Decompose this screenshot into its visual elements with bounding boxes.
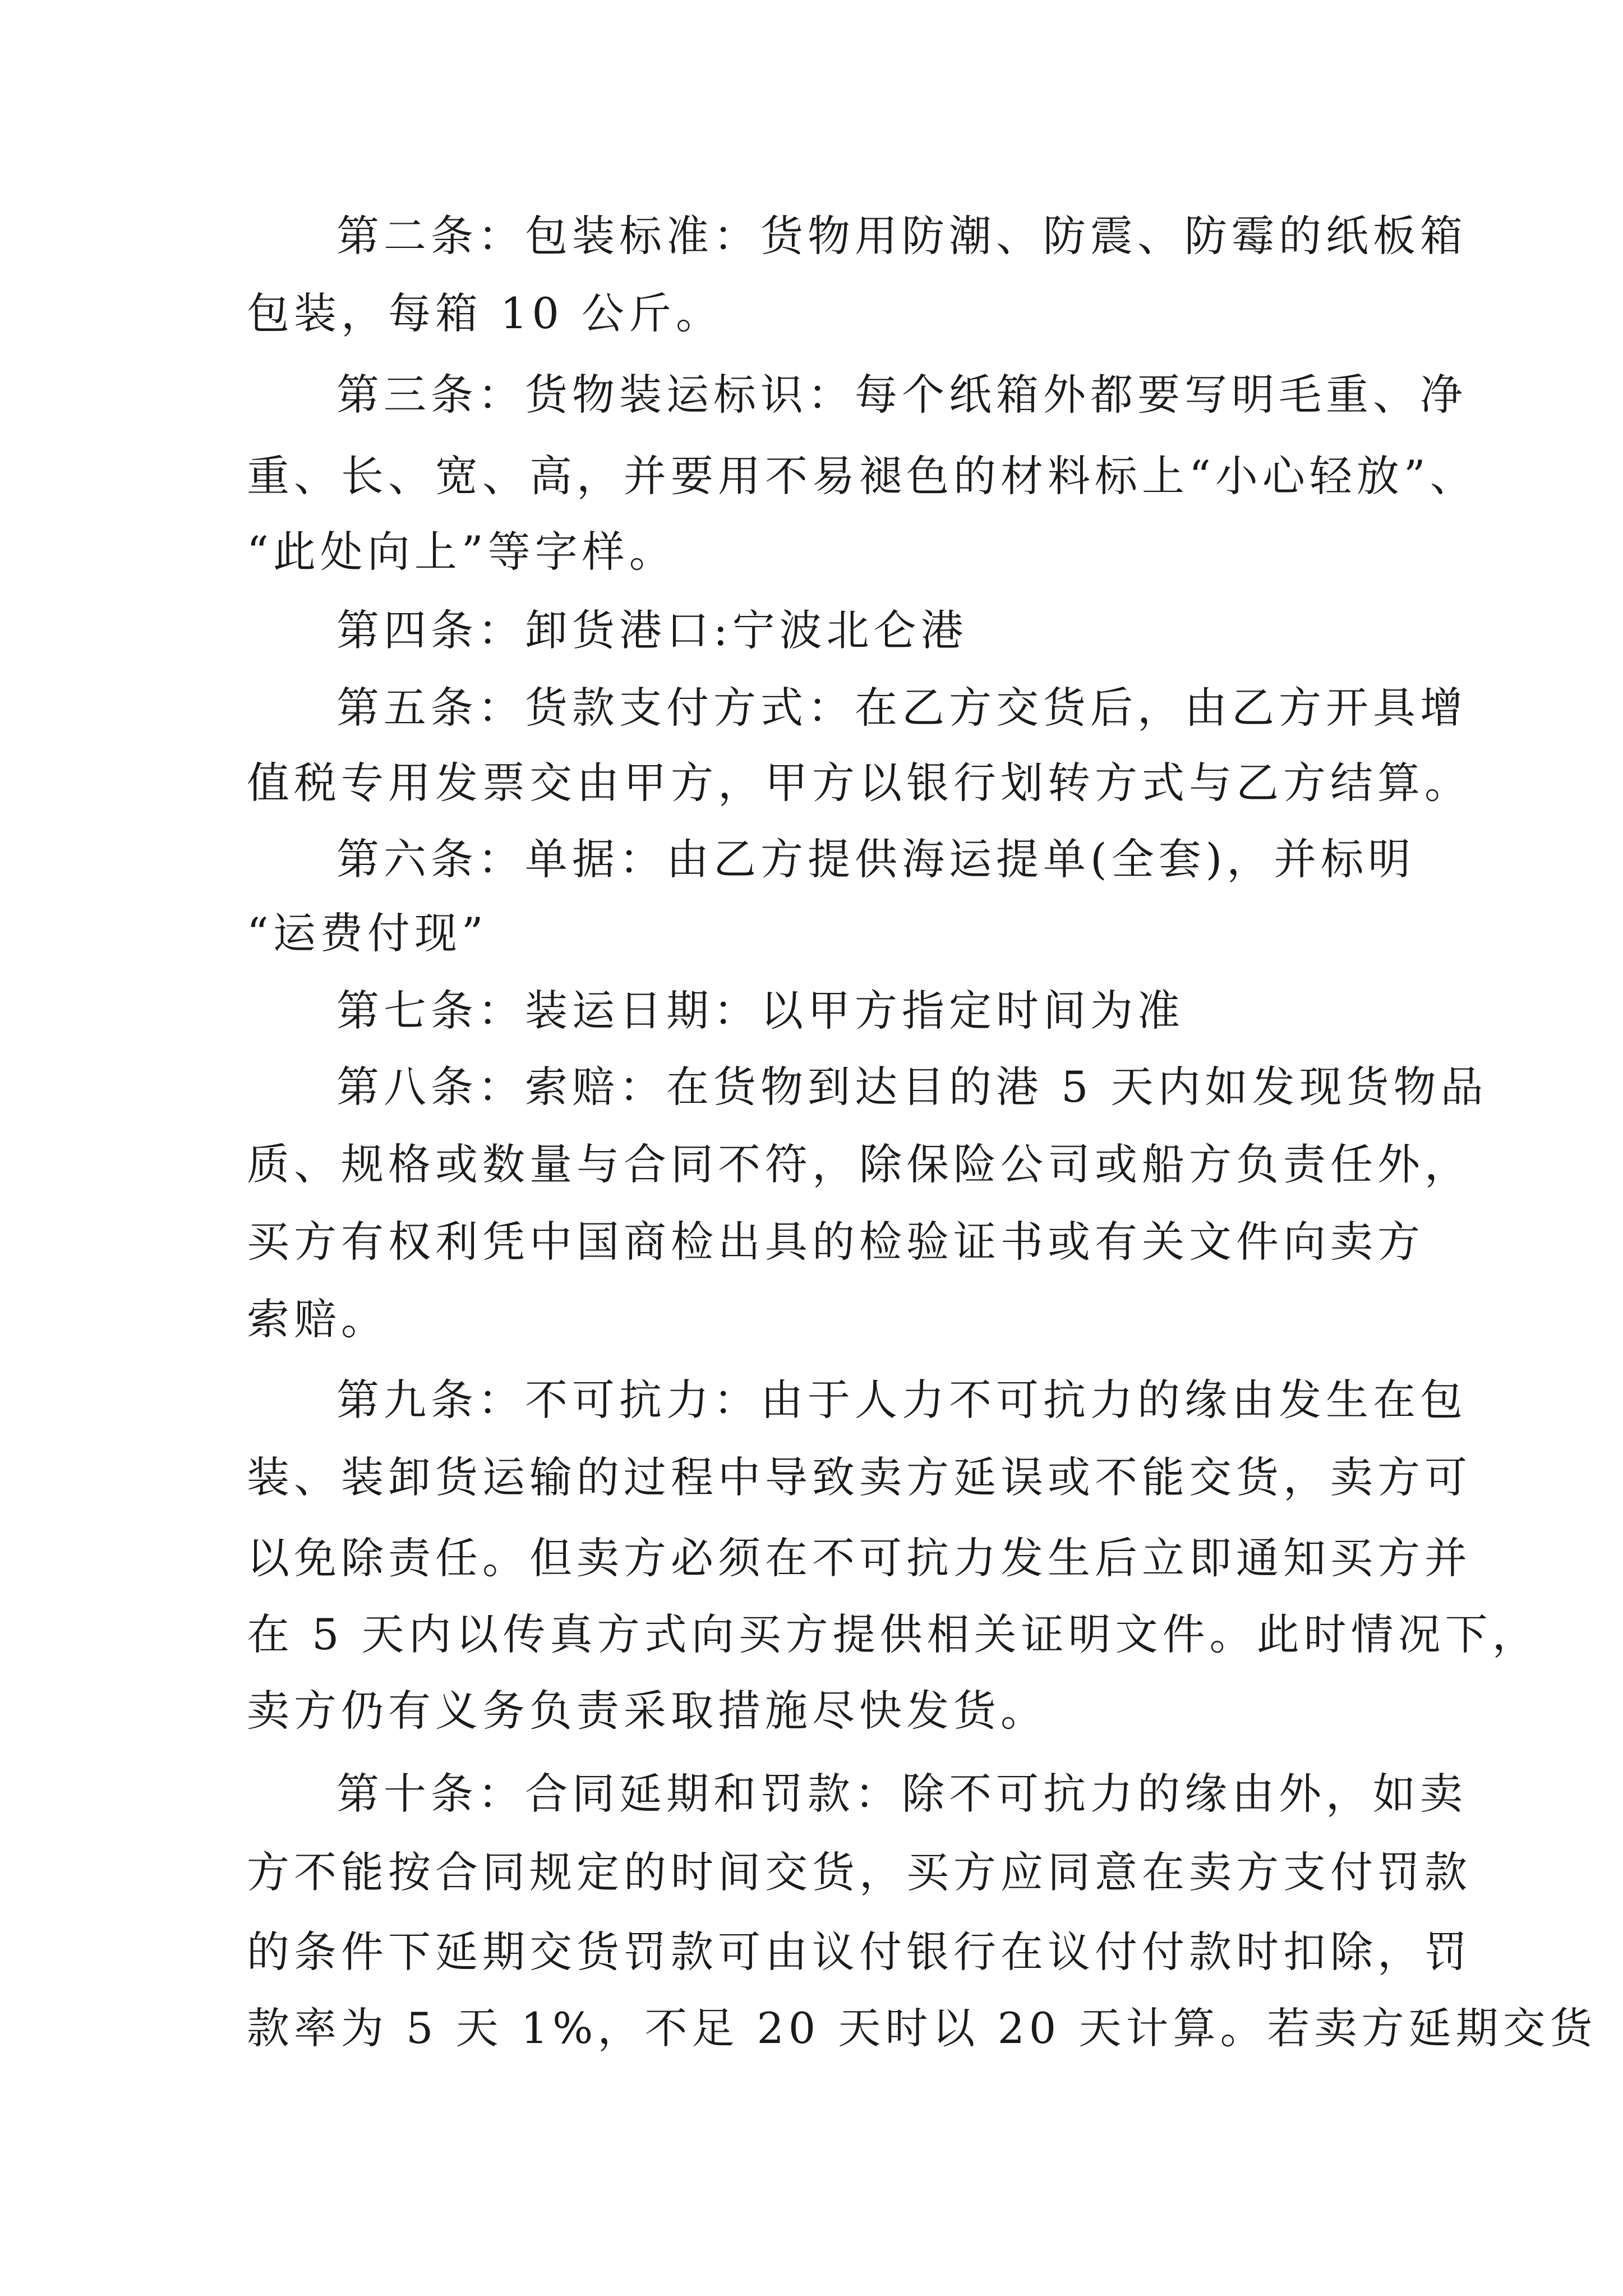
text-line: 方不能按合同规定的时间交货，买方应同意在卖方支付罚款 [247, 1847, 1472, 1897]
text-line: 第四条：卸货港口:宁波北仑港 [336, 605, 968, 655]
text-line: “此处向上”等字样。 [247, 527, 676, 577]
text-line: 以免除责任。但卖方必须在不可抗力发生后立即通知买方并 [247, 1533, 1472, 1583]
text-line: 卖方仍有义务负责采取措施尽快发货。 [247, 1686, 1048, 1736]
text-line: 包装，每箱 10 公斤。 [247, 288, 723, 338]
text-line: 重、长、宽、高，并要用不易褪色的材料标上“小心轻放”、 [247, 451, 1477, 501]
text-line: 第八条：索赔：在货物到达目的港 5 天内如发现货物品 [336, 1062, 1488, 1112]
text-line: 值税专用发票交由甲方，甲方以银行划转方式与乙方结算。 [247, 758, 1472, 808]
text-line: 在 5 天内以传真方式向买方提供相关证明文件。此时情况下， [247, 1609, 1539, 1659]
text-line: “运费付现” [247, 908, 488, 958]
text-line: 第七条：装运日期：以甲方指定时间为准 [336, 986, 1184, 1036]
text-line: 款率为 5 天 1%，不足 20 天时以 20 天计算。若卖方延期交货 [247, 2003, 1597, 2053]
text-line: 第九条：不可抗力：由于人力不可抗力的缘由发生在包 [336, 1375, 1467, 1425]
text-line: 第五条：货款支付方式：在乙方交货后，由乙方开具增 [336, 683, 1467, 733]
text-line: 第六条：单据：由乙方提供海运提单(全套)，并标明 [336, 834, 1415, 884]
text-line: 装、装卸货运输的过程中导致卖方延误或不能交货，卖方可 [247, 1452, 1472, 1502]
text-line: 的条件下延期交货罚款可由议付银行在议付付款时扣除，罚 [247, 1927, 1472, 1977]
text-line: 索赔。 [247, 1294, 388, 1344]
text-line: 第二条：包装标准：货物用防潮、防震、防霉的纸板箱 [336, 211, 1467, 261]
text-line: 第十条：合同延期和罚款：除不可抗力的缘由外，如卖 [336, 1769, 1467, 1819]
text-line: 第三条：货物装运标识：每个纸箱外都要写明毛重、净 [336, 370, 1467, 420]
text-line: 质、规格或数量与合同不符，除保险公司或船方负责任外， [247, 1139, 1472, 1189]
text-line: 买方有权利凭中国商检出具的检验证书或有关文件向卖方 [247, 1217, 1424, 1267]
